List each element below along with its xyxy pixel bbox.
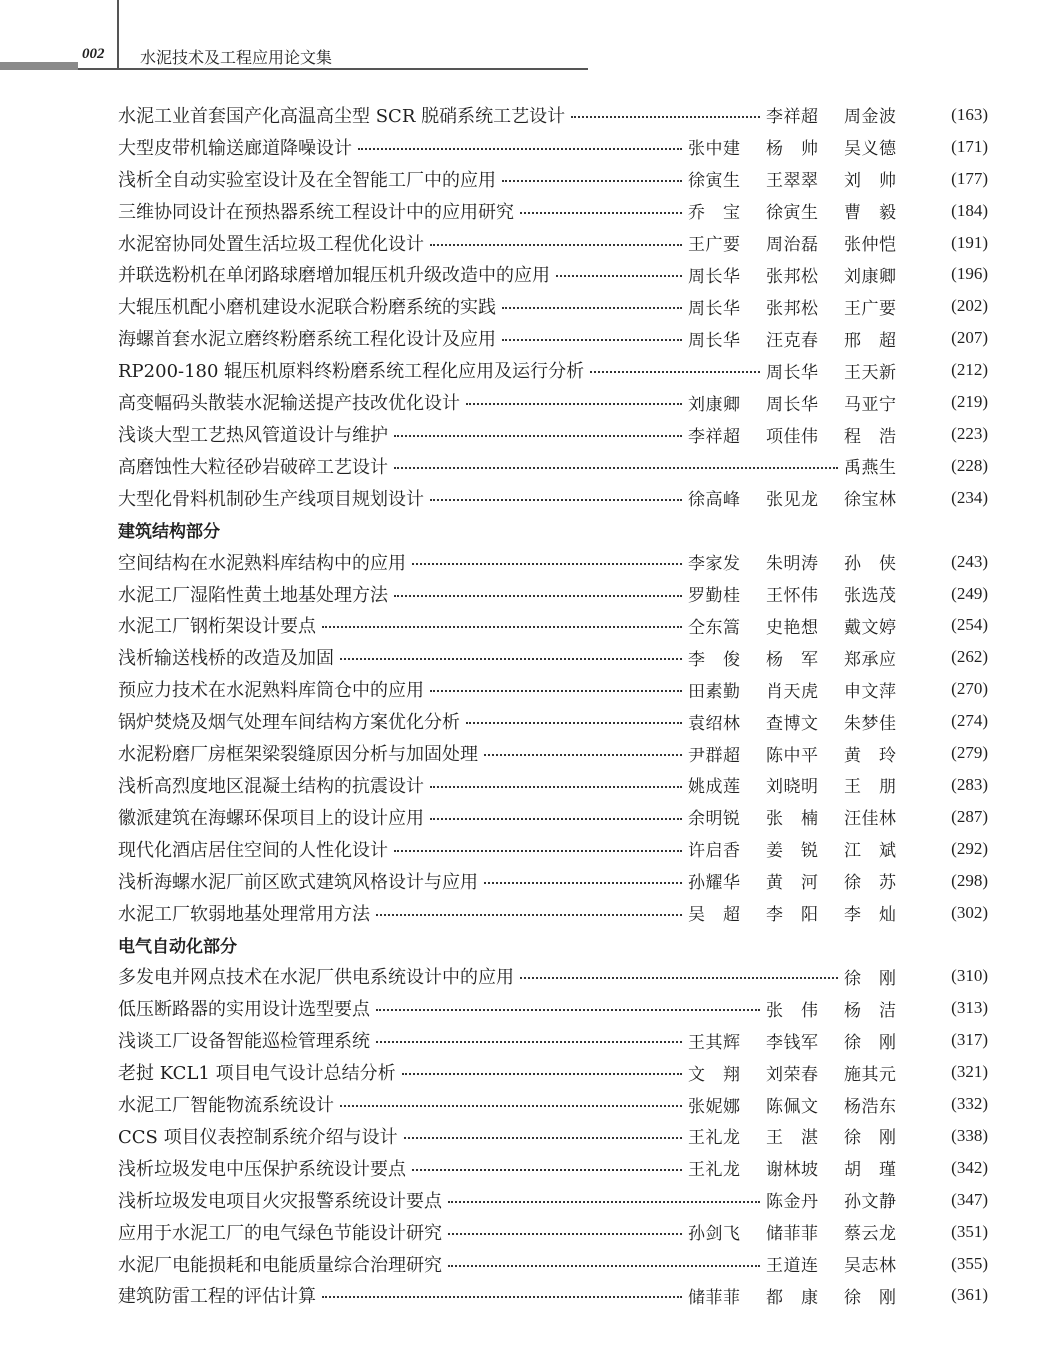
entry-authors [688, 485, 922, 510]
entry-title: 多发电并网点技术在水泥厂供电系统设计中的应用 [118, 967, 514, 989]
author-name: 刘晓明 [766, 777, 819, 798]
dot-leader [412, 1169, 682, 1171]
author-name: 储菲菲 [688, 1287, 741, 1308]
entry-authors [688, 836, 922, 861]
entry-title: 锅炉焚烧及烟气处理车间结构方案优化分析 [118, 712, 460, 734]
author-name: 孙 侠 [844, 554, 897, 575]
author-name: 李家发 [688, 554, 741, 575]
author-name: 刘荣春 [766, 1064, 819, 1085]
entry-title: 水泥窑协同处置生活垃圾工程优化设计 [118, 233, 424, 255]
author-name: 陈金丹 [766, 1192, 819, 1213]
author-name: 徐高峰 [688, 490, 741, 511]
entry-title: 三维协同设计在预热器系统工程设计中的应用研究 [118, 201, 514, 223]
author-name: 马亚宁 [844, 394, 897, 415]
entry-authors [688, 868, 922, 893]
author-name: 王翠翠 [766, 171, 819, 192]
author-name: 袁绍林 [688, 713, 741, 734]
dot-leader [484, 882, 682, 884]
entry-title: 并联选粉机在单闭路球磨增加辊压机升级改造中的应用 [118, 265, 550, 287]
author-name: 田素勤 [688, 681, 741, 702]
author-name: 肖天虎 [766, 681, 819, 702]
author-name: 张 伟 [766, 1000, 819, 1021]
dot-leader [394, 435, 682, 437]
author-name: 王天新 [844, 362, 897, 383]
author-name: 王广要 [844, 298, 897, 319]
author-name: 周金波 [844, 107, 897, 128]
entry-title: CCS 项目仪表控制系统介绍与设计 [118, 1126, 398, 1148]
entry-page-number: (287) [951, 806, 988, 826]
dot-leader [448, 1201, 760, 1203]
entry-authors [766, 358, 922, 383]
entry-authors [688, 741, 922, 766]
entry-page-number: (223) [951, 424, 988, 444]
dot-leader [322, 1296, 682, 1298]
entry-title: 大辊压机配小磨机建设水泥联合粉磨系统的实践 [118, 297, 496, 319]
entry-title: 水泥粉磨厂房框架梁裂缝原因分析与加固处理 [118, 744, 478, 766]
toc-entry [118, 769, 988, 801]
author-name: 储菲菲 [766, 1224, 819, 1245]
entry-page-number: (207) [951, 328, 988, 348]
author-name: 李 灿 [844, 905, 897, 926]
dot-leader [556, 275, 682, 277]
entry-authors [688, 1123, 922, 1148]
entry-authors [688, 772, 922, 797]
author-name: 刘康卿 [688, 394, 741, 415]
entry-authors [688, 390, 922, 415]
entry-page-number: (355) [951, 1253, 988, 1273]
toc-entry [118, 482, 988, 514]
author-name: 张仲恺 [844, 235, 897, 256]
author-name: 周长华 [766, 394, 819, 415]
book-title: 水泥技术及工程应用论文集 [140, 48, 333, 67]
author-name: 施其元 [844, 1064, 897, 1085]
entry-title: 浅析海螺水泥厂前区欧式建筑风格设计与应用 [118, 871, 478, 893]
entry-authors [688, 166, 922, 191]
author-name: 张见龙 [766, 490, 819, 511]
author-name: 查博文 [766, 713, 819, 734]
author-name: 徐宝林 [844, 490, 897, 511]
entry-authors [766, 102, 922, 127]
header-bar-accent [0, 62, 78, 70]
author-name: 周长华 [688, 330, 741, 351]
header-rule [78, 68, 588, 70]
author-name: 徐 刚 [844, 1128, 897, 1149]
entry-title: 水泥工厂湿陷性黄土地基处理方法 [118, 584, 388, 606]
toc-entry [118, 1280, 988, 1312]
author-name: 项佳伟 [766, 426, 819, 447]
toc-entry [118, 865, 988, 897]
toc-entry [118, 450, 988, 482]
entry-authors [688, 198, 922, 223]
author-name: 余明锐 [688, 809, 741, 830]
author-name: 刘 帅 [844, 171, 897, 192]
entry-title: 浅谈工厂设备智能巡检管理系统 [118, 1031, 370, 1053]
author-name: 罗勤桂 [688, 586, 741, 607]
header-divider-vertical [117, 0, 119, 70]
entry-authors [844, 964, 922, 989]
entry-authors [766, 1187, 922, 1212]
section-heading [118, 514, 988, 546]
author-name: 朱梦佳 [844, 713, 897, 734]
dot-leader [340, 1105, 682, 1107]
author-name: 王 朋 [844, 777, 897, 798]
dot-leader [430, 244, 682, 246]
author-name: 杨 洁 [844, 1000, 897, 1021]
dot-leader [502, 307, 682, 309]
author-name: 张妮娜 [688, 1096, 741, 1117]
author-name: 孙剑飞 [688, 1224, 741, 1245]
author-name: 江 斌 [844, 841, 897, 862]
entry-title: 现代化酒店居住空间的人性化设计 [118, 839, 388, 861]
dot-leader [394, 850, 682, 852]
table-of-contents [118, 99, 988, 1311]
dot-leader [412, 563, 682, 565]
entry-authors [844, 453, 922, 478]
toc-entry [118, 322, 988, 354]
entry-authors [688, 1219, 922, 1244]
entry-title: 浅析高烈度地区混凝土结构的抗震设计 [118, 775, 424, 797]
dot-leader [376, 914, 682, 916]
entry-page-number: (270) [951, 679, 988, 699]
author-name: 都 康 [766, 1287, 819, 1308]
author-name: 王 湛 [766, 1128, 819, 1149]
entry-page-number: (302) [951, 902, 988, 922]
dot-leader [448, 1233, 682, 1235]
author-name: 汪克春 [766, 330, 819, 351]
entry-title: 空间结构在水泥熟料库结构中的应用 [118, 552, 406, 574]
dot-leader [376, 1041, 682, 1043]
dot-leader [322, 626, 682, 628]
entry-page-number: (219) [951, 392, 988, 412]
author-name: 尹群超 [688, 745, 741, 766]
entry-page-number: (321) [951, 1062, 988, 1082]
entry-authors [688, 549, 922, 574]
entry-authors [766, 1251, 922, 1276]
toc-entry [118, 546, 988, 578]
entry-title: 高变幅码头散装水泥输送提产技改优化设计 [118, 393, 460, 415]
entry-authors [688, 900, 922, 925]
toc-entry [118, 418, 988, 450]
toc-entry [118, 1120, 988, 1152]
author-name: 王礼龙 [688, 1160, 741, 1181]
entry-page-number: (338) [951, 1125, 988, 1145]
entry-authors [688, 1060, 922, 1085]
author-name: 孙耀华 [688, 873, 741, 894]
author-name: 周长华 [766, 362, 819, 383]
dot-leader [430, 690, 682, 692]
entry-authors [688, 134, 922, 159]
entry-authors [688, 613, 922, 638]
author-name: 徐 刚 [844, 1032, 897, 1053]
toc-entry [118, 960, 988, 992]
entry-title: 低压断路器的实用设计选型要点 [118, 999, 370, 1021]
author-name: 邢 超 [844, 330, 897, 351]
entry-authors [688, 422, 922, 447]
author-name: 史艳想 [766, 617, 819, 638]
author-name: 李 俊 [688, 649, 741, 670]
author-name: 徐寅生 [766, 203, 819, 224]
entry-title: 浅谈大型工艺热风管道设计与维护 [118, 425, 388, 447]
entry-page-number: (298) [951, 870, 988, 890]
author-name: 杨浩东 [844, 1096, 897, 1117]
author-name: 禹燕生 [844, 458, 897, 479]
entry-page-number: (332) [951, 1094, 988, 1114]
author-name: 仝东篙 [688, 617, 741, 638]
entry-authors [688, 804, 922, 829]
dot-leader [394, 595, 682, 597]
author-name: 吴义德 [844, 139, 897, 160]
entry-title: 大型皮带机输送廊道降噪设计 [118, 137, 352, 159]
entry-page-number: (249) [951, 583, 988, 603]
toc-entry [118, 1184, 988, 1216]
dot-leader [358, 148, 682, 150]
entry-page-number: (184) [951, 200, 988, 220]
entry-title: 水泥工厂软弱地基处理常用方法 [118, 903, 370, 925]
entry-authors [688, 230, 922, 255]
entry-page-number: (361) [951, 1285, 988, 1305]
author-name: 张邦松 [766, 266, 819, 287]
author-name: 郑承应 [844, 649, 897, 670]
entry-title: 老挝 KCL1 项目电气设计总结分析 [118, 1063, 396, 1085]
author-name: 程 浩 [844, 426, 897, 447]
author-name: 李祥超 [766, 107, 819, 128]
author-name: 陈中平 [766, 745, 819, 766]
author-name: 杨 军 [766, 649, 819, 670]
toc-entry [118, 227, 988, 259]
entry-page-number: (313) [951, 998, 988, 1018]
entry-authors [688, 294, 922, 319]
author-name: 申文萍 [844, 681, 897, 702]
author-name: 张 楠 [766, 809, 819, 830]
toc-entry [118, 386, 988, 418]
dot-leader [430, 786, 682, 788]
toc-entry [118, 259, 988, 291]
author-name: 刘康卿 [844, 266, 897, 287]
author-name: 曹 毅 [844, 203, 897, 224]
dot-leader [430, 818, 682, 820]
dot-leader [340, 658, 682, 660]
author-name: 徐寅生 [688, 171, 741, 192]
entry-authors [688, 709, 922, 734]
author-name: 黄 玲 [844, 745, 897, 766]
entry-page-number: (317) [951, 1030, 988, 1050]
toc-entry [118, 673, 988, 705]
dot-leader [404, 1137, 682, 1139]
author-name: 朱明涛 [766, 554, 819, 575]
toc-entry [118, 578, 988, 610]
author-name: 许启香 [688, 841, 741, 862]
dot-leader [402, 1073, 682, 1075]
author-name: 徐 苏 [844, 873, 897, 894]
entry-page-number: (262) [951, 647, 988, 667]
entry-title: 预应力技术在水泥熟料库筒仓中的应用 [118, 680, 424, 702]
entry-authors [688, 326, 922, 351]
toc-entry [118, 801, 988, 833]
author-name: 李钱军 [766, 1032, 819, 1053]
toc-entry [118, 99, 988, 131]
author-name: 张邦松 [766, 298, 819, 319]
dot-leader [590, 371, 760, 373]
entry-title: 水泥工业首套国产化高温高尘型 SCR 脱硝系统工艺设计 [118, 105, 566, 127]
entry-authors [688, 581, 922, 606]
section-title: 建筑结构部分 [118, 522, 220, 543]
section-heading [118, 929, 988, 961]
entry-page-number: (177) [951, 168, 988, 188]
entry-title: 建筑防雷工程的评估计算 [118, 1286, 316, 1308]
entry-authors [688, 677, 922, 702]
author-name: 王广要 [688, 235, 741, 256]
author-name: 周长华 [688, 298, 741, 319]
author-name: 王怀伟 [766, 586, 819, 607]
page-number: 002 [82, 46, 105, 62]
entry-title: RP200-180 辊压机原料终粉磨系统工程化应用及运行分析 [118, 361, 585, 383]
entry-authors [688, 645, 922, 670]
entry-title: 高磨蚀性大粒径砂岩破碎工艺设计 [118, 456, 388, 478]
dot-leader [466, 403, 682, 405]
toc-entry [118, 833, 988, 865]
author-name: 姚成莲 [688, 777, 741, 798]
author-name: 黄 河 [766, 873, 819, 894]
toc-entry [118, 610, 988, 642]
entry-page-number: (279) [951, 743, 988, 763]
toc-entry [118, 290, 988, 322]
author-name: 李祥超 [688, 426, 741, 447]
author-name: 王道连 [766, 1256, 819, 1277]
author-name: 杨 帅 [766, 139, 819, 160]
dot-leader [502, 339, 682, 341]
toc-entry [118, 1056, 988, 1088]
author-name: 周长华 [688, 266, 741, 287]
entry-title: 浅析输送栈桥的改造及加固 [118, 648, 334, 670]
section-title: 电气自动化部分 [118, 937, 237, 958]
author-name: 王其辉 [688, 1032, 741, 1053]
author-name: 乔 宝 [688, 203, 741, 224]
entry-title: 浅析垃圾发电项目火灾报警系统设计要点 [118, 1190, 442, 1212]
toc-entry [118, 1024, 988, 1056]
entry-title: 水泥工厂钢桁架设计要点 [118, 616, 316, 638]
dot-leader [484, 754, 682, 756]
entry-page-number: (191) [951, 232, 988, 252]
author-name: 文 翔 [688, 1064, 741, 1085]
entry-title: 海螺首套水泥立磨终粉磨系统工程化设计及应用 [118, 329, 496, 351]
entry-page-number: (171) [951, 136, 988, 156]
author-name: 张中建 [688, 139, 741, 160]
author-name: 戴文婷 [844, 617, 897, 638]
author-name: 周治磊 [766, 235, 819, 256]
dot-leader [466, 722, 682, 724]
entry-page-number: (351) [951, 1221, 988, 1241]
author-name: 陈佩文 [766, 1096, 819, 1117]
entry-authors [688, 1028, 922, 1053]
entry-page-number: (292) [951, 838, 988, 858]
author-name: 徐 刚 [844, 968, 897, 989]
entry-title: 应用于水泥工厂的电气绿色节能设计研究 [118, 1222, 442, 1244]
entry-title: 浅析全自动实验室设计及在全智能工厂中的应用 [118, 169, 496, 191]
toc-entry [118, 1248, 988, 1280]
author-name: 徐 刚 [844, 1287, 897, 1308]
author-name: 姜 锐 [766, 841, 819, 862]
dot-leader [376, 1009, 760, 1011]
entry-page-number: (202) [951, 296, 988, 316]
toc-entry [118, 1216, 988, 1248]
author-name: 吴 超 [688, 905, 741, 926]
dot-leader [448, 1265, 760, 1267]
toc-entry [118, 131, 988, 163]
toc-entry [118, 195, 988, 227]
author-name: 李 阳 [766, 905, 819, 926]
dot-leader [394, 467, 838, 469]
entry-authors [766, 996, 922, 1021]
author-name: 孙文静 [844, 1192, 897, 1213]
author-name: 汪佳林 [844, 809, 897, 830]
entry-page-number: (283) [951, 774, 988, 794]
dot-leader [571, 116, 760, 118]
dot-leader [430, 499, 682, 501]
entry-title: 徽派建筑在海螺环保项目上的设计应用 [118, 807, 424, 829]
entry-page-number: (196) [951, 264, 988, 284]
toc-entry [118, 354, 988, 386]
entry-page-number: (347) [951, 1189, 988, 1209]
entry-authors [688, 262, 922, 287]
author-name: 胡 瑾 [844, 1160, 897, 1181]
author-name: 王礼龙 [688, 1128, 741, 1149]
author-name: 吴志林 [844, 1256, 897, 1277]
toc-entry [118, 897, 988, 929]
dot-leader [520, 212, 682, 214]
author-name: 蔡云龙 [844, 1224, 897, 1245]
entry-page-number: (310) [951, 966, 988, 986]
toc-entry [118, 1088, 988, 1120]
entry-page-number: (234) [951, 487, 988, 507]
entry-authors [688, 1092, 922, 1117]
entry-page-number: (342) [951, 1157, 988, 1177]
entry-authors [688, 1155, 922, 1180]
entry-title: 大型化骨料机制砂生产线项目规划设计 [118, 488, 424, 510]
entry-title: 水泥厂电能损耗和电能质量综合治理研究 [118, 1254, 442, 1276]
dot-leader [502, 180, 682, 182]
toc-entry [118, 737, 988, 769]
toc-entry [118, 992, 988, 1024]
entry-page-number: (274) [951, 711, 988, 731]
author-name: 张选茂 [844, 586, 897, 607]
author-name: 谢林坡 [766, 1160, 819, 1181]
toc-entry [118, 1152, 988, 1184]
toc-entry [118, 705, 988, 737]
entry-page-number: (163) [951, 104, 988, 124]
toc-entry [118, 163, 988, 195]
entry-page-number: (228) [951, 455, 988, 475]
entry-title: 水泥工厂智能物流系统设计 [118, 1095, 334, 1117]
entry-page-number: (254) [951, 615, 988, 635]
entry-title: 浅析垃圾发电中压保护系统设计要点 [118, 1158, 406, 1180]
entry-page-number: (212) [951, 360, 988, 380]
toc-entry [118, 641, 988, 673]
entry-authors [688, 1283, 922, 1308]
entry-page-number: (243) [951, 551, 988, 571]
dot-leader [520, 977, 838, 979]
